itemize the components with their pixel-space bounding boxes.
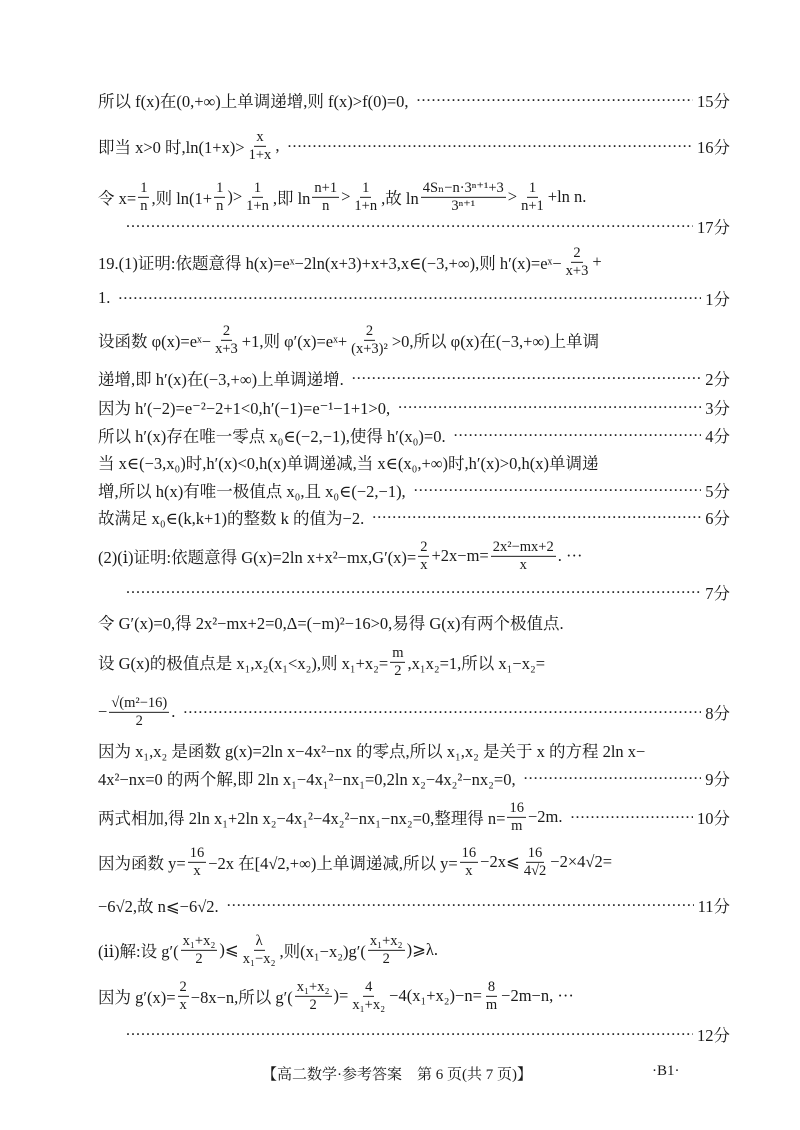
- fraction-numerator: 2: [222, 322, 231, 339]
- math-fraction: [350, 979, 387, 1013]
- dot-leader: [417, 94, 694, 106]
- math-fraction: [188, 845, 207, 879]
- line-text: 设 G(x)的极值点是 x₁,x₂(x₁<x₂),则 x₁+x₂=: [98, 654, 389, 673]
- math-fraction: [460, 845, 479, 879]
- fraction-numerator: 16: [509, 799, 524, 816]
- math-fraction: [312, 180, 339, 214]
- answer-line: [98, 366, 730, 390]
- line-text: >0,所以 φ(x)在(−3,+∞)上单调: [391, 332, 600, 351]
- answer-line: [98, 933, 730, 967]
- dot-leader: [126, 1028, 693, 1040]
- line-text: 1.: [98, 288, 111, 307]
- answer-line: [98, 738, 730, 762]
- fraction-numerator: 4Sₙ−n·3ⁿ⁺¹+3: [422, 179, 504, 196]
- answer-line: [118, 214, 730, 238]
- line-text: 增,所以 h(x)有唯一极值点 x₀,且 x₀∈(−2,−1),: [98, 482, 406, 501]
- dot-leader: [118, 292, 701, 304]
- line-text: >: [507, 187, 518, 206]
- math-fraction: [564, 245, 591, 279]
- fraction-denominator: 3ⁿ⁺¹: [451, 197, 476, 214]
- fraction-numerator: 1: [140, 179, 148, 196]
- math-fraction: [241, 933, 278, 967]
- fraction-numerator: 1: [362, 179, 370, 196]
- score-label: 12分: [697, 1026, 730, 1045]
- score-label: 17分: [697, 218, 730, 237]
- fraction-numerator: 2: [420, 538, 428, 555]
- footer-page-label: 【高二数学·参考答案 第 6 页(共 7 页)】: [262, 1067, 532, 1083]
- fraction-denominator: x₁+x₂: [352, 996, 386, 1013]
- answer-line: [98, 979, 730, 1013]
- fraction-numerator: 1: [253, 179, 262, 196]
- fraction-numerator: x₁+x₂: [296, 978, 330, 995]
- fraction-denominator: 1+n: [246, 197, 269, 214]
- score-label: 11分: [697, 897, 730, 916]
- score-label: 4分: [705, 427, 730, 446]
- answer-line: [98, 893, 730, 917]
- line-text: 即当 x>0 时,ln(1+x)>: [98, 138, 245, 157]
- dot-leader: [183, 706, 701, 718]
- fraction-denominator: 2: [394, 662, 402, 679]
- fraction-denominator: x: [465, 862, 473, 879]
- answer-line: [98, 695, 730, 729]
- math-fraction: [214, 180, 225, 214]
- answer-line: [118, 580, 730, 604]
- dot-leader: [454, 429, 702, 441]
- line-text: −: [98, 702, 108, 721]
- fraction-numerator: 4: [365, 978, 373, 995]
- score-label: 10分: [697, 809, 730, 828]
- math-fraction: [418, 539, 429, 573]
- fraction-denominator: n: [140, 197, 148, 214]
- score-label: 9分: [705, 770, 730, 789]
- fraction-numerator: m: [392, 644, 404, 661]
- fraction-numerator: 16: [189, 844, 205, 861]
- dot-leader: [524, 772, 702, 784]
- math-fraction: [247, 129, 274, 163]
- math-fraction: [519, 180, 546, 214]
- line-text: −2x⩽: [480, 852, 520, 871]
- line-text: (ⅱ)解:设 g′(: [98, 942, 179, 961]
- dot-leader: [126, 220, 693, 232]
- line-text: 故满足 x₀∈(k,k+1)的整数 k 的值为−2.: [98, 509, 365, 528]
- math-fraction: [213, 323, 240, 357]
- answer-line: [98, 423, 730, 447]
- line-text: 所以 f(x)在(0,+∞)上单调递增,则 f(x)>f(0)=0,: [98, 92, 409, 111]
- answer-line: [98, 478, 730, 502]
- fraction-numerator: λ: [255, 932, 263, 949]
- line-text: 所以 h′(x)存在唯一零点 x₀∈(−2,−1),使得 h′(x₀)=0.: [98, 427, 446, 446]
- fraction-denominator: n: [216, 197, 224, 214]
- line-text: ,则(x₁−x₂)g′(: [279, 942, 366, 961]
- line-text: ,即 ln: [272, 189, 311, 208]
- fraction-numerator: 8: [487, 978, 496, 995]
- line-text: 因为 x₁,x₂ 是函数 g(x)=2ln x−4x²−nx 的零点,所以 x₁,x₂ 是关于 x 的方程 2ln x−: [98, 742, 646, 761]
- line-text: 令 x=: [98, 189, 137, 208]
- fraction-denominator: 1+n: [354, 197, 378, 214]
- line-text: 19.(1)证明:依题意得 h(x)=eˣ−2ln(x+3)+x+3,x∈(−3,+∞),则 h′(x)=eˣ−: [98, 254, 562, 273]
- fraction-denominator: 2: [382, 950, 390, 967]
- fraction-denominator: n: [322, 197, 330, 214]
- fraction-denominator: n+1: [521, 197, 544, 214]
- answer-line: [98, 845, 730, 879]
- answer-line: [98, 505, 730, 529]
- math-fraction: [390, 645, 405, 679]
- line-text: +1,则 φ′(x)=eˣ+: [241, 332, 348, 351]
- fraction-numerator: 16: [527, 844, 543, 861]
- math-fraction: [507, 800, 526, 834]
- math-fraction: [178, 979, 189, 1013]
- line-text: 因为 g′(x)=: [98, 988, 176, 1007]
- fraction-numerator: √(m²−16): [111, 694, 168, 711]
- math-fraction: [295, 979, 332, 1013]
- line-text: . ···: [557, 546, 583, 565]
- dot-leader: [126, 586, 701, 598]
- fraction-numerator: 1: [528, 179, 537, 196]
- line-text: 令 G′(x)=0,得 2x²−mx+2=0,Δ=(−m)²−16>0,易得 G(x)有两个极值点.: [98, 614, 564, 633]
- line-text: (2)(ⅰ)证明:依题意得 G(x)=2ln x+x²−mx,G′(x)=: [98, 548, 417, 567]
- answer-line: [98, 766, 730, 790]
- answer-line: [98, 286, 730, 310]
- footer-code: ·B1·: [652, 1063, 680, 1079]
- math-fraction: [349, 323, 390, 357]
- fraction-denominator: 2: [309, 996, 317, 1013]
- line-text: )⩽: [219, 940, 239, 959]
- line-text: +2x−m=: [431, 546, 489, 565]
- line-text: ,故 ln: [381, 189, 419, 208]
- math-fraction: [491, 539, 556, 573]
- answer-line: [98, 245, 730, 279]
- math-fraction: [244, 180, 271, 214]
- math-fraction: [421, 180, 506, 214]
- fraction-denominator: x+3: [565, 262, 589, 279]
- fraction-denominator: 1+x: [248, 146, 272, 163]
- line-text: 因为函数 y=: [98, 854, 186, 873]
- fraction-numerator: n+1: [314, 179, 338, 196]
- line-text: −2m.: [527, 807, 563, 826]
- score-label: 5分: [705, 482, 730, 501]
- line-text: −2m−n, ···: [501, 986, 574, 1005]
- score-label: 6分: [705, 509, 730, 528]
- score-label: 15分: [697, 92, 730, 111]
- fraction-numerator: x₁+x₂: [182, 932, 216, 949]
- dot-leader: [414, 484, 702, 496]
- line-text: 两式相加,得 2ln x₁+2ln x₂−4x₁²−4x₂²−nx₁−nx₂=0,整理得 n=: [98, 809, 506, 828]
- answer-line: [98, 88, 730, 112]
- line-text: +ln n.: [547, 187, 587, 206]
- line-text: −2×4√2=: [550, 852, 613, 871]
- line-text: ,: [275, 136, 280, 155]
- line-text: )>: [227, 187, 243, 206]
- dot-leader: [372, 511, 701, 523]
- fraction-denominator: m: [511, 817, 523, 834]
- dot-leader: [227, 899, 694, 911]
- line-text: 递增,即 h′(x)在(−3,+∞)上单调递增.: [98, 370, 344, 389]
- line-text: .: [171, 702, 176, 721]
- math-fraction: [522, 845, 548, 879]
- answer-line: [98, 180, 730, 214]
- dot-leader: [570, 811, 693, 823]
- math-fraction: [109, 695, 169, 729]
- line-text: )⩾λ.: [406, 940, 439, 959]
- score-label: 2分: [705, 370, 730, 389]
- answer-line: [98, 323, 730, 357]
- fraction-denominator: 4√2: [523, 862, 547, 879]
- fraction-denominator: x: [193, 862, 201, 879]
- fraction-numerator: x₁+x₂: [369, 932, 403, 949]
- score-label: 3分: [705, 399, 730, 418]
- fraction-numerator: x: [256, 128, 264, 145]
- score-label: 7分: [705, 584, 730, 603]
- dot-leader: [398, 401, 701, 413]
- fraction-denominator: x: [519, 556, 527, 573]
- line-text: )=: [333, 986, 349, 1005]
- fraction-numerator: 2: [573, 244, 581, 261]
- answer-line: [98, 539, 730, 573]
- score-label: 16分: [697, 138, 730, 157]
- line-text: +: [592, 252, 602, 271]
- line-text: 4x²−nx=0 的两个解,即 2ln x₁−4x₁²−nx₁=0,2ln x₂−4x₂²−nx₂=0,: [98, 770, 516, 789]
- score-label: 1分: [705, 290, 730, 309]
- fraction-numerator: 2: [179, 978, 187, 995]
- fraction-denominator: x+3: [215, 340, 238, 357]
- answer-line: [98, 129, 730, 163]
- answer-line: [98, 395, 730, 419]
- fraction-denominator: x: [420, 556, 428, 573]
- dot-leader: [287, 140, 693, 152]
- answer-line: [98, 645, 730, 679]
- math-fraction: [181, 933, 218, 967]
- math-fraction: [368, 933, 405, 967]
- fraction-numerator: 2: [365, 322, 374, 339]
- answer-line: [98, 450, 730, 474]
- line-text: −6√2,故 n⩽−6√2.: [98, 897, 219, 916]
- line-text: ,x₁x₂=1,所以 x₁−x₂=: [407, 654, 546, 673]
- line-text: 当 x∈(−3,x₀)时,h′(x)<0,h(x)单调递减,当 x∈(x₀,+∞)时,h′(x)>0,h(x)单调递: [98, 454, 599, 473]
- answer-line: [98, 610, 730, 634]
- line-text: 设函数 φ(x)=eˣ−: [98, 332, 212, 351]
- line-text: −4(x₁+x₂)−n=: [389, 986, 482, 1005]
- answer-line: [118, 1022, 730, 1046]
- fraction-denominator: m: [485, 996, 498, 1013]
- answer-line: [98, 800, 730, 834]
- dot-leader: [352, 372, 702, 384]
- math-fraction: [484, 979, 499, 1013]
- line-text: 因为 h′(−2)=e⁻²−2+1<0,h′(−1)=e⁻¹−1+1>0,: [98, 399, 391, 418]
- line-text: −8x−n,所以 g′(: [190, 988, 293, 1007]
- fraction-denominator: 2: [135, 712, 143, 729]
- line-text: −2x 在[4√2,+∞)上单调递减,所以 y=: [208, 854, 458, 873]
- fraction-numerator: 1: [216, 179, 224, 196]
- fraction-denominator: x: [179, 996, 187, 1013]
- line-text: ,则 ln(1+: [151, 189, 213, 208]
- fraction-denominator: x₁−x₂: [242, 950, 276, 967]
- fraction-denominator: (x+3)²: [351, 340, 388, 357]
- line-text: >: [341, 187, 351, 206]
- fraction-denominator: 2: [195, 950, 203, 967]
- fraction-numerator: 16: [461, 844, 477, 861]
- math-fraction: [352, 180, 379, 214]
- math-fraction: [138, 180, 149, 214]
- score-label: 8分: [705, 704, 730, 723]
- fraction-numerator: 2x²−mx+2: [492, 538, 554, 555]
